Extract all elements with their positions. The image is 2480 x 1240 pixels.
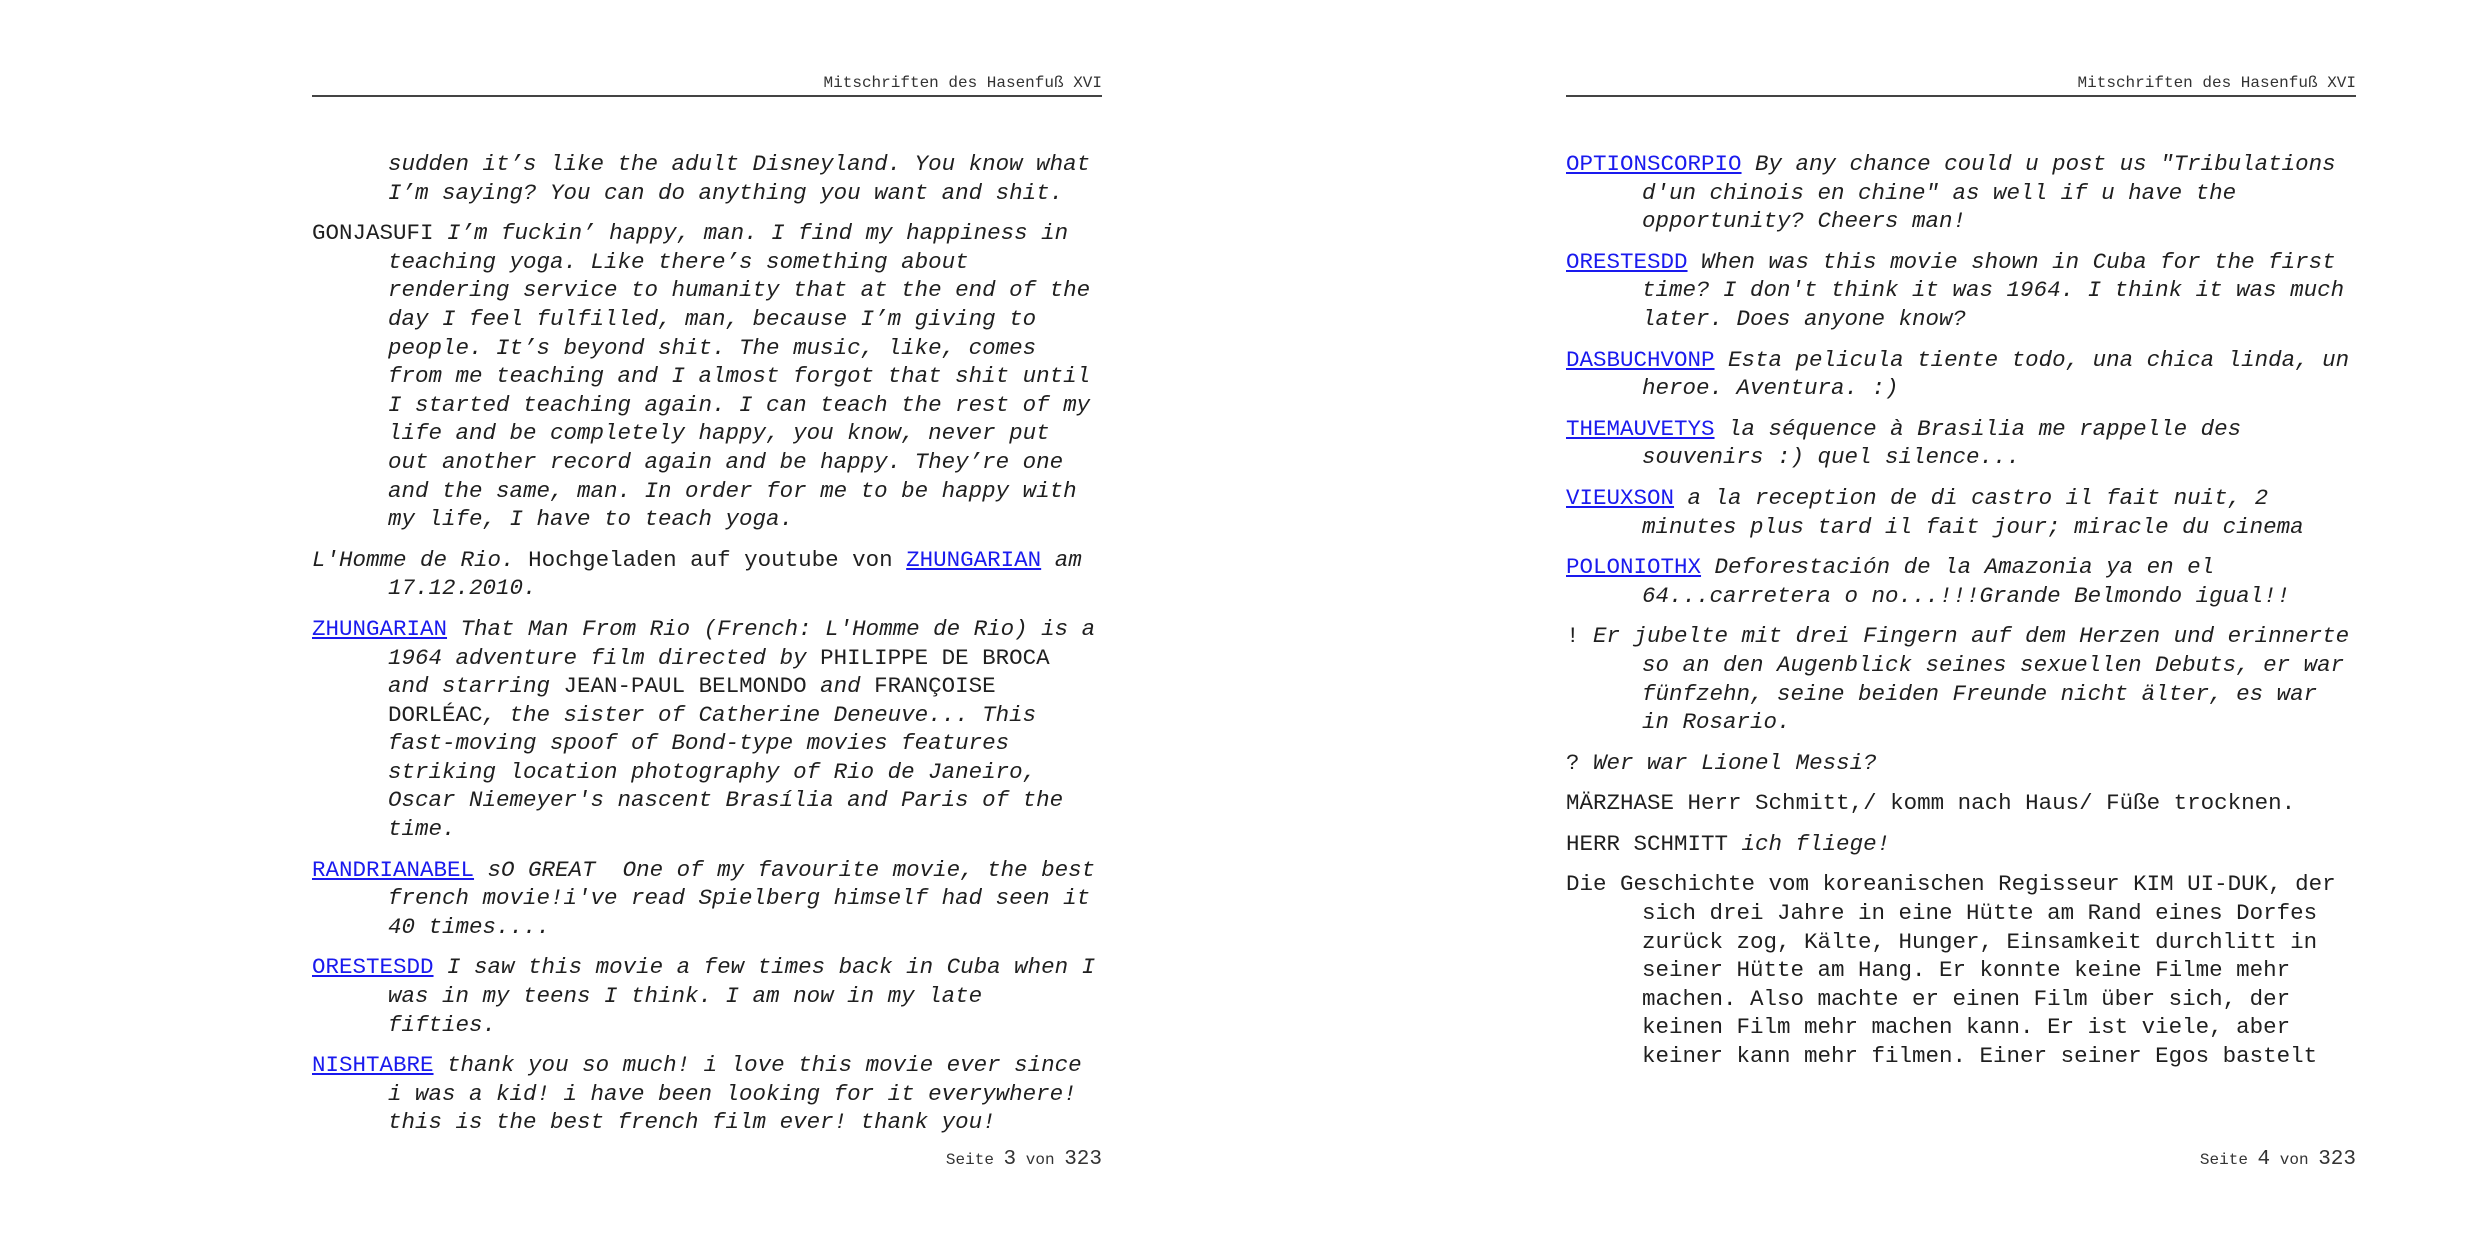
footer-seite: Seite: [945, 1151, 994, 1169]
user-link[interactable]: THEMAUVETYS: [1566, 415, 1715, 442]
user-link[interactable]: ORESTESDD: [1566, 248, 1688, 275]
quote-text: I’m fuckin’ happy, man. I find my happiness in teaching yoga. Like there’s something about rendering service to humanity that at the end of the day I feel fulfilled, man, because I’m giving to people. It’s beyond shit. The music, like, comes from me teaching and I almost forgot that shit until I started teaching again. I can teach the rest of my life and be completely happy, you know, never put out another record again and be happy. They’re one and the same, man. In order for me to be happy with my life, I have to teach yoga.: [388, 220, 1091, 533]
speaker-name: HERR SCHMITT: [1566, 830, 1729, 857]
page-body: [312, 150, 1109, 1149]
comment-text: a la reception de di castro il fait nuit, 2 minutes plus tard il fait jour; miracle du cinema: [1642, 484, 2304, 540]
page-total: 323: [1064, 1148, 1102, 1171]
upload-entry: [312, 546, 1102, 603]
comment-text: That Man From Rio (French: L'Homme de Rio) is a 1964 adventure film directed by: [388, 615, 1096, 671]
intro-text: sudden it’s like the adult Disneyland. You know what I’m saying? You can do anything you want and shit.: [388, 151, 1091, 206]
user-link[interactable]: ZHUNGARIAN: [312, 615, 448, 642]
page-number: 4: [2257, 1148, 2271, 1171]
dasbuchvonp-comment: [1566, 346, 2356, 403]
film-title: L'Homme de Rio.: [312, 546, 515, 573]
page-total: 323: [2318, 1148, 2356, 1171]
uploader-link[interactable]: ZHUNGARIAN: [906, 546, 1042, 573]
kim-ui-duk-paragraph: [1566, 870, 2356, 1070]
comment-text: la séquence à Brasilia me rappelle des souvenirs :) quel silence...: [1642, 415, 2242, 471]
page-footer: [1566, 1148, 2356, 1171]
upload-label: Hochgeladen auf youtube von: [528, 546, 893, 573]
right-page: [1566, 0, 2356, 1240]
poloniothx-comment: [1566, 553, 2356, 610]
intro-paragraph: [312, 150, 1102, 207]
entry-text: Er jubelte mit drei Fingern auf dem Herzen und erinnerte so an den Augenblick seines sexuellen Debuts, er war fünfzehn, seine beiden Freunde nicht älter, es war in Rosario.: [1593, 623, 2350, 736]
page-footer: [312, 1148, 1102, 1171]
entry-mark: ?: [1566, 749, 1580, 776]
page-number: 3: [1003, 1148, 1017, 1171]
comment-text: , the sister of Catherine Deneuve... This fast-moving spoof of Bond-type movies features striking location photography of Rio de Janeiro, Oscar Niemeyer's nascent Brasília and Paris of the time.: [388, 701, 1064, 843]
paragraph-text: , der sich drei Jahre in eine Hütte am Rand eines Dorfes zurück zog, Kälte, Hunger, Einsamkeit durchlitt in seiner Hütte am Hang. Er konnte keine Filme mehr machen. Also machte er einen Film über sich, der keinen Film mehr machen kann. Er ist viele, aber keiner kann mehr filmen. Einer seiner Egos bastelt: [1642, 871, 2336, 1070]
user-link[interactable]: DASBUCHVONP: [1566, 346, 1715, 373]
footer-von: von: [1025, 1151, 1055, 1169]
themauvetys-comment: [1566, 415, 2356, 472]
user-link[interactable]: ORESTESDD: [312, 954, 434, 981]
comment-text: Deforestación de la Amazonia ya en el 64...carretera o no...!!!Grande Belmondo igual!!: [1642, 554, 2291, 609]
optionscorpio-comment: [1566, 150, 2356, 236]
actor-name: JEAN-PAUL BELMONDO: [563, 673, 807, 700]
footer-seite: Seite: [2199, 1151, 2248, 1169]
user-link[interactable]: NISHTABRE: [312, 1052, 434, 1079]
comment-text: and: [820, 673, 861, 700]
question-entry: [1566, 749, 2356, 778]
paragraph-text: Die Geschichte vom koreanischen Regisseur: [1566, 871, 2120, 898]
upload-date: am 17.12.2010.: [388, 546, 1082, 602]
gonjasufi-entry: [312, 219, 1102, 534]
running-head: Mitschriften des Hasenfuß XVI: [1566, 74, 2356, 97]
comment-text: thank you so much! i love this movie ever since i was a kid! i have been looking for it everywhere! this is the best french film ever! thank you!: [388, 1052, 1082, 1136]
comment-text: By any chance could u post us "Tribulations d'un chinois en chine" as well if u have the opportunity? Cheers man!: [1642, 151, 2336, 235]
comment-text: and starring: [388, 673, 551, 700]
page-body: [1566, 150, 2356, 1083]
comment-text: I saw this movie a few times back in Cuba when I was in my teens I think. I am now in my late fifties.: [388, 954, 1096, 1038]
entry-mark: !: [1566, 623, 1580, 650]
speaker-name: GONJASUFI: [312, 220, 434, 247]
user-link[interactable]: RANDRIANABEL: [312, 856, 475, 883]
speaker-name: MÄRZHASE: [1566, 790, 1675, 817]
director-name: PHILIPPE DE BROCA: [820, 644, 1050, 671]
left-page: [312, 0, 1109, 1240]
user-link[interactable]: OPTIONSCORPIO: [1566, 151, 1742, 177]
orestesdd-comment: [312, 953, 1102, 1039]
vieuxson-comment: [1566, 484, 2356, 541]
user-link[interactable]: POLONIOTHX: [1566, 554, 1702, 581]
director-name: KIM UI-DUK: [2133, 871, 2269, 898]
zhungarian-comment: [312, 615, 1102, 844]
entry-text: Wer war Lionel Messi?: [1593, 749, 1877, 776]
running-head: Mitschriften des Hasenfuß XVI: [312, 74, 1102, 97]
dialogue-text: ich fliege!: [1741, 830, 1891, 857]
comment-text: Esta pelicula tiente todo, una chica linda, un heroe. Aventura. :): [1642, 346, 2350, 402]
comment-text: When was this movie shown in Cuba for the first time? I don't think it was 1964. I think it was much later. Does anyone know?: [1642, 248, 2345, 332]
herr-schmitt-line: [1566, 830, 2356, 859]
dialogue-text: Herr Schmitt,/ komm nach Haus/ Füße trocknen.: [1687, 790, 2296, 817]
nishtabre-comment: [312, 1051, 1102, 1137]
orestesdd-comment: [1566, 248, 2356, 334]
maerzhase-line: [1566, 789, 2356, 818]
exclamation-entry: [1566, 622, 2356, 736]
comment-text: sO GREAT One of my favourite movie, the best french movie!i've read Spielberg himself had seen it 40 times....: [388, 856, 1109, 940]
footer-von: von: [2279, 1151, 2309, 1169]
randrianabel-comment: [312, 856, 1109, 942]
actress-name: FRANÇOISE DORLÉAC: [388, 673, 996, 728]
user-link[interactable]: VIEUXSON: [1566, 484, 1675, 511]
